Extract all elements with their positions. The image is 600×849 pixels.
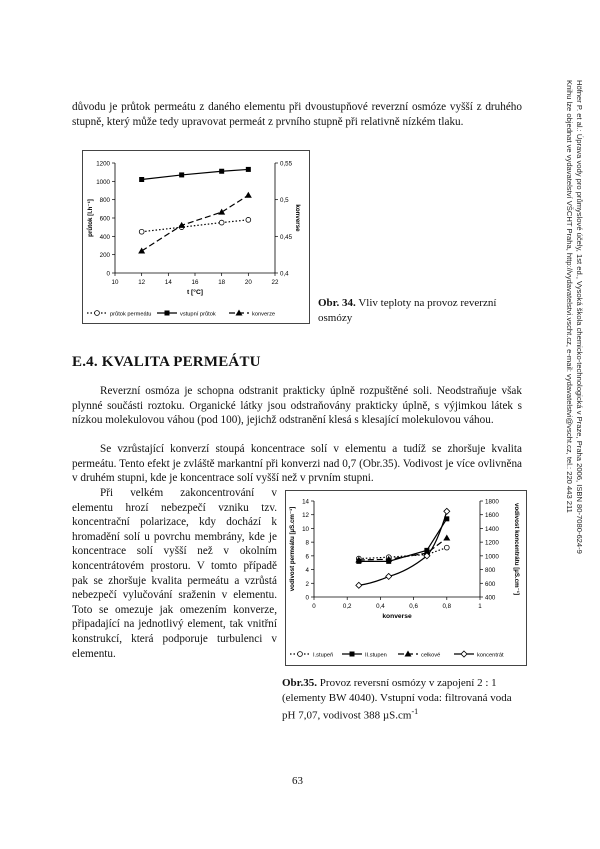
y-right-tick-label: 0,45	[280, 233, 293, 241]
y-right-tick-label: 1800	[485, 498, 499, 506]
data-point-2	[138, 248, 145, 254]
series-line-2	[142, 195, 249, 251]
figure-35-label: Obr.35.	[282, 677, 318, 689]
y-left-axis-title: vodivost permeátu [µS.cm⁻¹]	[289, 506, 296, 592]
x-tick-label: 0,2	[342, 603, 352, 610]
legend-label: konverze	[252, 311, 276, 318]
y-left-tick-label: 800	[99, 197, 110, 205]
data-point-1	[139, 177, 144, 182]
figure-34-label: Obr. 34.	[318, 297, 356, 309]
paragraph-2: Se vzrůstající konverzí stoupá koncentrace solí v elementu a tudíž se zhoršuje kvalita permeátu. Tento efekt je zvláště markantní při konverzi nad 0,7 (Obr.35). Vodivost je více ovlivněna v druhém stupni, kde je koncentrace solí vyšší než v prvním stupni.	[72, 443, 522, 485]
y-left-tick-label: 0	[305, 594, 309, 602]
legend-sample-0-marker	[95, 311, 100, 316]
y-right-tick-label: 0,4	[280, 270, 289, 278]
data-point-1	[219, 169, 224, 174]
y-right-tick-label: 1600	[485, 512, 499, 520]
figure-34-text: Vliv teploty na provoz reverzní osmózy	[318, 297, 497, 324]
y-left-tick-label: 6	[305, 553, 309, 561]
x-axis-title: konverse	[382, 613, 412, 620]
y-right-tick-label: 0,5	[280, 197, 289, 205]
data-point-0	[246, 217, 251, 222]
y-left-tick-label: 0	[106, 270, 110, 278]
data-point-2	[245, 192, 252, 198]
series-line-0	[142, 220, 249, 232]
data-point-2	[218, 209, 225, 215]
y-right-tick-label: 1200	[485, 539, 499, 547]
section-heading: E.4. KVALITA PERMEÁTU	[72, 354, 261, 370]
data-point-3	[444, 508, 450, 514]
x-tick-label: 18	[218, 279, 226, 286]
legend-label: I.stupeň	[313, 652, 334, 659]
citation-line: Höfner P. et al.: Úprava vody pro průmyslové účely, 1st ed., Vysoká škola chemicko-technologická v Praze, Praha 2006, ISBN 80-7080-624-9	[575, 80, 584, 554]
legend-sample-3-marker	[461, 651, 467, 657]
x-tick-label: 14	[164, 279, 172, 286]
data-point-0	[219, 220, 224, 225]
y-left-tick-label: 200	[99, 252, 110, 260]
legend-label: II.stupen	[365, 652, 387, 659]
y-right-axis-title: vodivost koncentrátu [µS.cm⁻¹]	[513, 502, 520, 596]
conversion-conductivity-chart	[286, 491, 526, 665]
x-tick-label: 20	[244, 279, 252, 286]
figure-35-chart	[285, 490, 527, 666]
x-tick-label: 22	[271, 279, 279, 286]
y-right-tick-label: 600	[485, 580, 496, 588]
data-point-0	[139, 229, 144, 234]
y-right-axis-title: konverse	[294, 204, 301, 232]
y-left-tick-label: 2	[305, 580, 309, 588]
figure-35-text: Provoz reversní osmózy v zapojení 2 : 1 (elementy BW 4040). Vstupní voda: filtrovaná voda pH 7,07, vodivost 388 µS.cm	[282, 677, 512, 722]
legend-sample-1-marker	[165, 311, 170, 316]
data-point-0	[444, 545, 449, 550]
y-right-tick-label: 1000	[485, 553, 499, 561]
figure-34-chart	[82, 150, 310, 324]
data-point-3	[386, 573, 392, 579]
y-left-tick-label: 400	[99, 233, 110, 241]
y-left-tick-label: 1200	[96, 160, 110, 168]
y-right-tick-label: 800	[485, 567, 496, 575]
x-tick-label: 10	[111, 279, 119, 286]
legend-sample-1-marker	[350, 652, 355, 657]
x-tick-label: 0	[312, 603, 316, 610]
series-line-1	[142, 169, 249, 179]
side-citation	[565, 80, 584, 554]
y-left-tick-label: 8	[305, 539, 309, 547]
x-tick-label: 1	[478, 603, 482, 610]
figure-35-caption	[282, 676, 524, 723]
paragraph-1: Reverzní osmóza je schopna odstranit prakticky úplně rozpuštěné soli. Neodstraňuje však plynné součásti roztoku. Organické látky jsou odstraňovány prakticky úplně, s výjimkou látek s nízkou molekulovou váhou (pod 100), jejichž odstranění klesá s klesající molekulovou váhou.	[72, 385, 522, 427]
x-axis-title: t [°C]	[186, 289, 204, 296]
y-right-tick-label: 0,55	[280, 160, 293, 168]
data-point-3	[356, 582, 362, 588]
y-left-tick-label: 10	[302, 525, 309, 533]
y-left-tick-label: 600	[99, 215, 110, 223]
legend-sample-0-marker	[298, 652, 303, 657]
y-left-tick-label: 12	[302, 512, 309, 520]
y-left-axis-title: průtok [l.h⁻¹]	[87, 199, 94, 237]
figure-35-sup: -1	[411, 707, 419, 716]
x-tick-label: 16	[191, 279, 199, 286]
order-info-line: Knihu lze objednat ve vydavatelství VŠCHT Praha, http://vydavatelstvi.vscht.cz, e-mail: vydavatelstvi@vscht.cz, tel.: 220 443 211	[565, 80, 575, 513]
legend-label: koncentrát	[477, 652, 504, 659]
legend-label: celkové	[421, 652, 441, 659]
temperature-effect-chart	[83, 151, 309, 323]
x-tick-label: 0,6	[409, 603, 418, 610]
x-tick-label: 0,8	[442, 603, 452, 610]
paragraph-3: Při velkém zakoncentrování v elementu hrozí nebezpečí vzniku tzv. koncentrační polarizace, kdy dochází k hromadění solí u povrchu membrány, kde je koncentrace solí vyšší než v okolním koncentrátovém prostoru. V tomto případě pak se zhoršuje kvalita permeátu a vzrůstá nebezpečí vylučování sraženin v elementu. Toto se omezuje jak omezením konverze, připadající na jednotlivý element, tak vnitřní konstrukcí, která podporuje turbulenci v elementu.	[72, 487, 277, 660]
intro-paragraph: důvodu je průtok permeátu z daného elementu při dvoustupňové reverzní osmóze vyšší z druhého stupně, který může tedy upravovat permeát z prvního stupně při relativně nízkém tlaku.	[72, 101, 522, 128]
y-left-tick-label: 14	[302, 498, 309, 506]
y-right-tick-label: 1400	[485, 525, 499, 533]
series-line-1	[359, 519, 447, 562]
x-tick-label: 0,4	[376, 603, 385, 610]
data-point-1	[246, 167, 251, 172]
y-left-tick-label: 4	[305, 567, 309, 575]
data-point-2	[443, 535, 450, 541]
legend-label: průtok permeátu	[110, 311, 152, 318]
figure-34-caption	[318, 296, 518, 325]
y-right-tick-label: 400	[485, 594, 496, 602]
y-left-tick-label: 1000	[96, 178, 110, 186]
page-number: 63	[292, 775, 303, 787]
data-point-1	[179, 172, 184, 177]
x-tick-label: 12	[138, 279, 146, 286]
legend-label: vstupní průtok	[180, 311, 216, 318]
